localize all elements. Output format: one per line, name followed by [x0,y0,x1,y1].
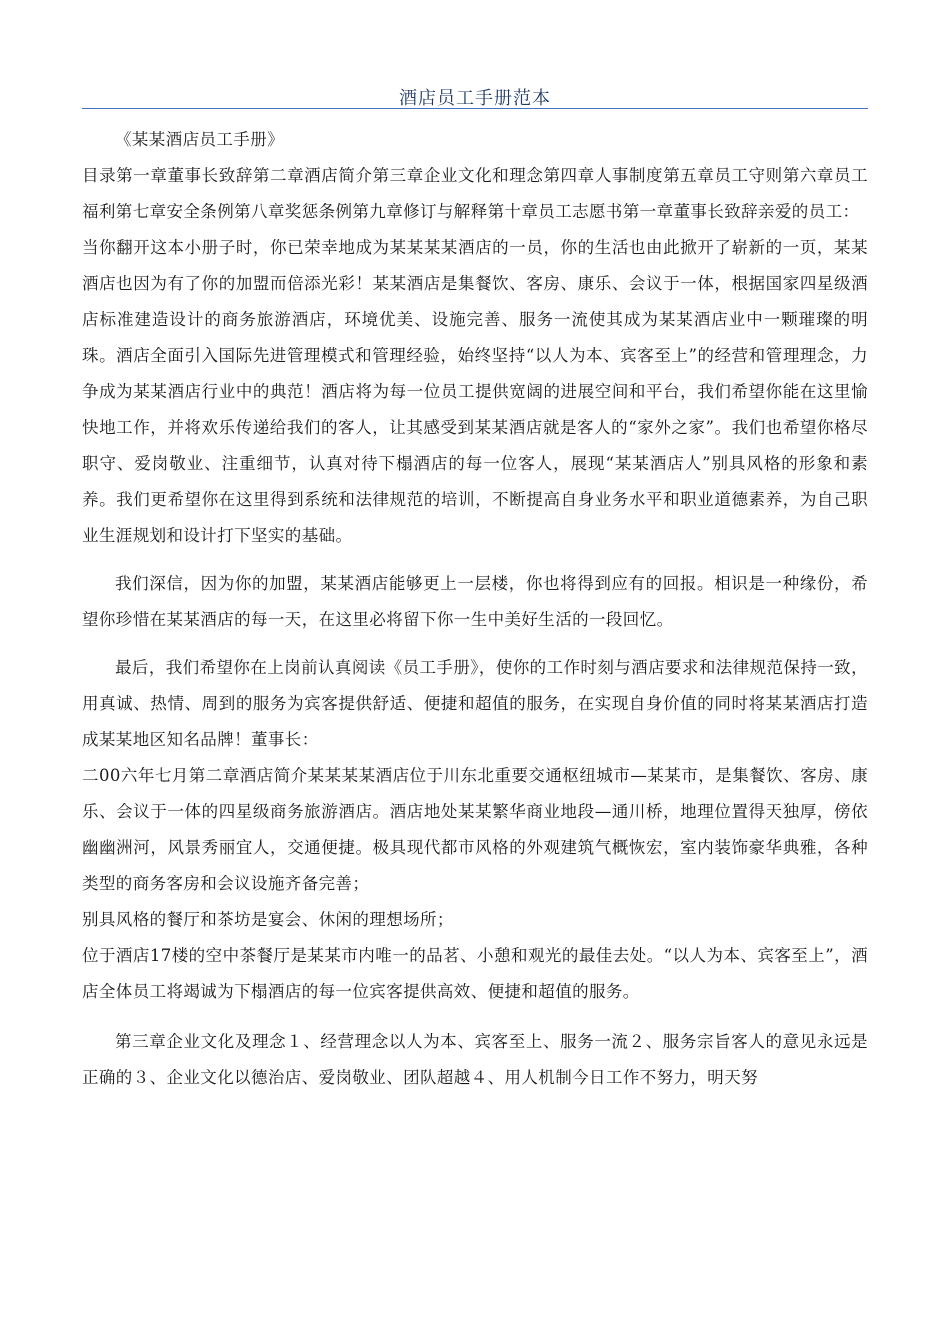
chairman-letter-paragraph: 当你翻开这本小册子时，你已荣幸地成为某某某某酒店的一员，你的生活也由此掀开了崭新的一页，某某酒店也因为有了你的加盟而倍添光彩！某某酒店是集餐饮、客房、康乐、会议于一体，根据国家四星级酒店标准建造设计的商务旅游酒店，环境优美、设施完善、服务一流使其成为某某酒店业中一颗璀璨的明珠。酒店全面引入国际先进管理模式和管理经验，始终坚持“以人为本、宾客至上”的经营和管理理念，力争成为某某酒店行业中的典范！酒店将为每一位员工提供宽阔的进展空间和平台，我们希望你能在这里愉快地工作，并将欢乐传递给我们的客人，让其感受到某某酒店就是客人的“家外之家”。我们也希望你格尽职守、爱岗敬业、注重细节，认真对待下榻酒店的每一位客人，展现“某某酒店人”别具风格的形象和素养。我们更希望你在这里得到系统和法律规范的培训，不断提高自身业务水平和职业道德素养，为自己职业生涯规划和设计打下坚实的基础。 [82,238,868,545]
belief-paragraph: 我们深信，因为你的加盟，某某酒店能够更上一层楼，你也将得到应有的回报。相识是一种缘份，希望你珍惜在某某酒店的每一天，在这里必将留下你一生中美好生活的一段回忆。 [82,574,868,629]
header-divider [82,108,868,109]
sky-tea-restaurant-paragraph: 位于酒店17楼的空中茶餐厅是某某市内唯一的品茗、小憩和观光的最佳去处。“以人为本、宾客至上”，酒店全体员工将竭诚为下榻酒店的每一位宾客提供高效、便捷和超值的服务。 [82,946,868,1001]
page-header-title: 酒店员工手册范本 [399,88,551,109]
closing-paragraph: 最后，我们希望你在上岗前认真阅读《员工手册》，使你的工作时刻与酒店要求和法律规范保持一致，用真诚、热情、周到的服务为宾客提供舒适、便捷和超值的服务，在实现自身价值的同时将某某酒店打造成某某地区知名品牌！董事长： [82,658,868,749]
handbook-title-line: 《某某酒店员工手册》 [115,130,284,149]
table-of-contents-paragraph: 目录第一章董事长致辞第二章酒店简介第三章企业文化和理念第四章人事制度第五章员工守则第六章员工福利第七章安全条例第八章奖惩条例第九章修订与解释第十章员工志愿书第一章董事长致辞亲爱的员工： [82,166,868,221]
hotel-intro-paragraph: 二00六年七月第二章酒店简介某某某某酒店位于川东北重要交通枢纽城市—某某市，是集餐饮、客房、康乐、会议于一体的四星级商务旅游酒店。酒店地处某某繁华商业地段—通川桥，地理位置得天独厚，傍依幽幽洲河，风景秀丽宜人，交通便捷。极具现代都市风格的外观建筑气概恢宏，室内装饰豪华典雅，各种类型的商务客房和会议设施齐备完善； [82,766,868,893]
document-body [82,122,868,1096]
restaurant-paragraph: 别具风格的餐厅和茶坊是宴会、休闲的理想场所； [82,910,454,929]
corporate-culture-paragraph: 第三章企业文化及理念１、经营理念以人为本、宾客至上、服务一流２、服务宗旨客人的意见永远是正确的３、企业文化以德治店、爱岗敬业、团队超越４、用人机制今日工作不努力，明天努 [82,1032,868,1087]
